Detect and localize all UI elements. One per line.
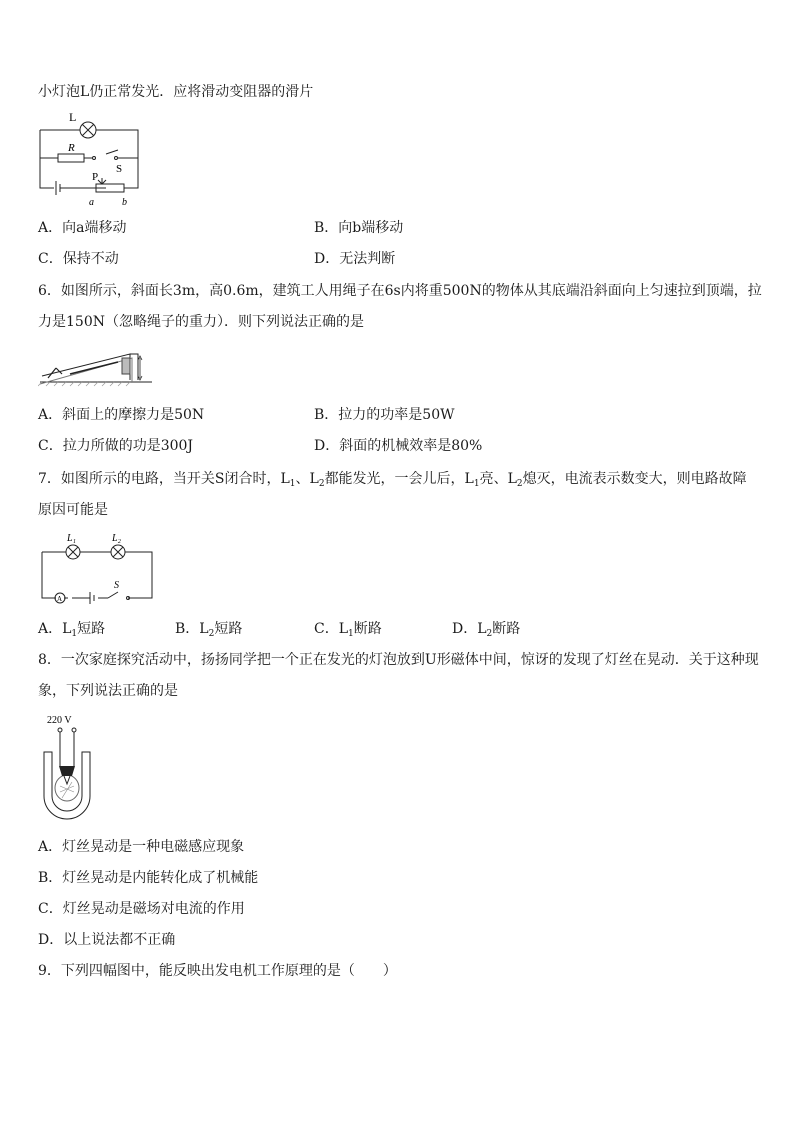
q6-text-line1: 6．如图所示，斜面长3m，高0.6m，建筑工人用绳子在6s内将重500N的物体从其底端沿斜面向上匀速拉到顶端，拉: [38, 283, 762, 299]
q6-incline-diagram: [38, 338, 158, 388]
q8-text-line2: 象，下列说法正确的是: [38, 683, 178, 699]
q8-voltage-label: 220 V: [47, 715, 72, 726]
q8-option-c[interactable]: C．灯丝晃动是磁场对电流的作用: [38, 901, 245, 917]
q7-option-a[interactable]: A．$L_1$短路: [38, 621, 106, 639]
q7-lamp2-label: L₂: [112, 533, 122, 544]
q5-lamp-label: L: [69, 110, 77, 124]
q9-text: 9．下列四幅图中，能反映出发电机工作原理的是（ ）: [38, 963, 397, 979]
q6-option-a[interactable]: A．斜面上的摩擦力是50N: [38, 407, 205, 423]
q5-option-b[interactable]: B．向b端移动: [314, 220, 404, 236]
q5-option-d[interactable]: D．无法判断: [314, 251, 396, 267]
q8-option-d[interactable]: D．以上说法都不正确: [38, 932, 176, 948]
q7-lamp1-label: L₁: [67, 533, 77, 544]
q5-text: 小灯泡L仍正常发光．应将滑动变阻器的滑片: [38, 84, 314, 100]
q7-option-d[interactable]: D．$L_2$断路: [452, 621, 521, 639]
q8-option-b[interactable]: B．灯丝晃动是内能转化成了机械能: [38, 870, 259, 886]
q8-option-a[interactable]: A．灯丝晃动是一种电磁感应现象: [38, 839, 245, 855]
q5-slider-label: P: [92, 171, 99, 183]
q5-end-b-label: b: [122, 197, 127, 208]
q5-end-a-label: a: [89, 197, 94, 208]
q5-option-a[interactable]: A．向a端移动: [38, 220, 127, 236]
q7-option-c[interactable]: C．$L_1$断路: [314, 621, 382, 639]
q5-circuit-diagram: [36, 108, 146, 208]
q7-text-line1: 7．如图所示的电路，当开关S闭合时，$L_1$、$L_2$都能发光，一会儿后，$L_1$亮、$L_2$熄灭，电流表示数变大，则电路故障: [38, 471, 747, 489]
q7-circuit-diagram: [38, 530, 158, 606]
q5-resistor-label: R: [68, 142, 75, 154]
q6-option-c[interactable]: C．拉力所做的功是300J: [38, 438, 194, 454]
q6-text-line2: 力是150N（忽略绳子的重力）．则下列说法正确的是: [38, 314, 364, 330]
q8-text-line1: 8．一次家庭探究活动中，扬扬同学把一个正在发光的灯泡放到U形磁体中间，惊讶的发现了灯丝在晃动．关于这种现: [38, 652, 759, 668]
q7-ammeter-label: A: [57, 595, 63, 603]
q7-text-line2: 原因可能是: [38, 502, 108, 518]
q8-magnet-bulb-diagram: [38, 712, 108, 824]
q7-option-b[interactable]: B．$L_2$短路: [175, 621, 243, 639]
q5-option-c[interactable]: C．保持不动: [38, 251, 119, 267]
q7-switch-label: S: [114, 580, 119, 591]
q6-option-d[interactable]: D．斜面的机械效率是80%: [314, 438, 483, 454]
q5-switch-label: S: [116, 163, 123, 175]
q6-option-b[interactable]: B．拉力的功率是50W: [314, 407, 455, 423]
